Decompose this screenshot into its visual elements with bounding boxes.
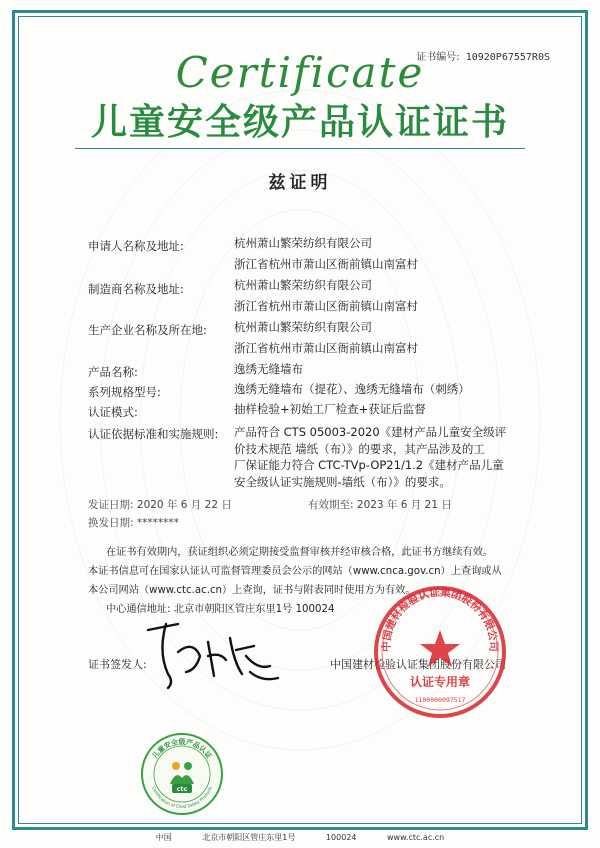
standard-line: 价技术规范 墙纸（布）》的要求，其产品涉及的工 (234, 441, 485, 456)
factory-label: 生产企业名称及所在地: (88, 323, 207, 337)
factory-value (234, 317, 534, 359)
factory-address: 浙江省杭州市萧山区衙前镇山南富村 (234, 341, 418, 355)
product-name-value: 逸绣无缝墙布 (234, 362, 303, 376)
issuer-name: 中国建材检验认证集团股份有限公司 (330, 658, 506, 671)
footer-postcode: 100024 (325, 833, 357, 842)
notice-line: 本公司网站（www.ctc.ac.cn）上查询，证书与附表同时使用方为有效。 (88, 585, 416, 596)
product-name-label: 产品名称: (88, 365, 138, 379)
page-title: 儿童安全级产品认证证书 (90, 102, 509, 143)
issue-date (88, 497, 232, 512)
footer (0, 832, 600, 843)
footer-country: 中国 (155, 833, 172, 842)
manufacturer-value (234, 275, 534, 317)
valid-date-value: 2023 年 6 月 21 日 (356, 499, 452, 511)
footer-address: 北京市朝阳区管庄东里1号 (202, 833, 296, 842)
svg-text:1100000097517: 1100000097517 (414, 696, 466, 704)
valid-date-label: 有效期至: (308, 499, 354, 511)
handwritten-signature (138, 612, 288, 692)
standard-line: 产品符合 CTS 05003-2020《建材产品儿童安全级评 (234, 425, 507, 439)
svg-text:儿童安全级产品认证: 儿童安全级产品认证 (150, 738, 214, 761)
model-label: 系列规格型号: (88, 385, 161, 399)
standard-line: 安全级认证实施规则-墙纸（布）》的要求。 (234, 474, 451, 489)
svg-text:Certification of Child Safety: Certification of Child Safety Products (151, 785, 213, 810)
standard-line: 厂保证能力符合 CTC-TVp-OP21/1.2《建材产品儿童 (234, 458, 504, 472)
issue-date-label: 发证日期: (88, 499, 134, 511)
notice-line (88, 543, 528, 562)
svg-text:ctc: ctc (176, 785, 188, 793)
contact-address: 中心通信地址: 北京市朝阳区管庄东里1号 100024 (106, 604, 335, 615)
manufacturer-address: 浙江省杭州市萧山区衙前镇山南富村 (234, 299, 418, 313)
renew-date (88, 515, 179, 530)
signer-label: 证书签发人: (88, 658, 147, 671)
factory-name: 杭州萧山繁荣纺织有限公司 (234, 320, 372, 334)
valid-date (308, 497, 452, 512)
manufacturer-label: 制造商名称及地址: (88, 282, 184, 296)
notice-text: 在证书有效期内，获证组织必须定期接受监督审核并经审核合格，此证书方继续有效。 (106, 547, 494, 558)
issue-date-value: 2020 年 6 月 22 日 (136, 499, 232, 511)
official-seal (370, 582, 510, 722)
applicant-value (234, 233, 534, 275)
certify-subtitle: 兹证明 (268, 173, 332, 193)
mode-value: 抽样检验+初始工厂检查+获证后监督 (234, 402, 426, 416)
renew-date-value: ******** (136, 517, 179, 529)
cert-no-label: 证书编号: (416, 52, 460, 63)
applicant-address: 浙江省杭州市萧山区衙前镇山南富村 (234, 257, 418, 271)
standard-value (234, 424, 524, 490)
title-divider (75, 148, 525, 149)
renew-date-label: 换发日期: (88, 517, 134, 529)
cert-no-value: 10920P67557R0S (465, 52, 550, 63)
certificate-heading: Certificate (175, 48, 425, 97)
footer-website: www.ctc.ac.cn (387, 833, 445, 842)
mode-label: 认证模式: (88, 405, 138, 419)
svg-text:中国建材检验认证集团股份有限公司: 中国建材检验认证集团股份有限公司 (380, 586, 500, 652)
manufacturer-name: 杭州萧山繁荣纺织有限公司 (234, 278, 372, 292)
applicant-name: 杭州萧山繁荣纺织有限公司 (234, 236, 372, 250)
model-value: 逸绣无缝墙布（提花）、逸绣无缝墙布（刺绣） (234, 382, 470, 396)
child-safety-logo (140, 732, 224, 816)
notice-line: 本证书信息可在国家认证认可监督管理委员会公示的网站（www.cnca.gov.cn）上查询或从 (88, 566, 502, 577)
applicant-label: 申请人名称及地址: (88, 239, 184, 253)
standard-label: 认证依据标准和实施规则: (88, 427, 219, 441)
svg-text:认证专用章: 认证专用章 (409, 675, 471, 689)
